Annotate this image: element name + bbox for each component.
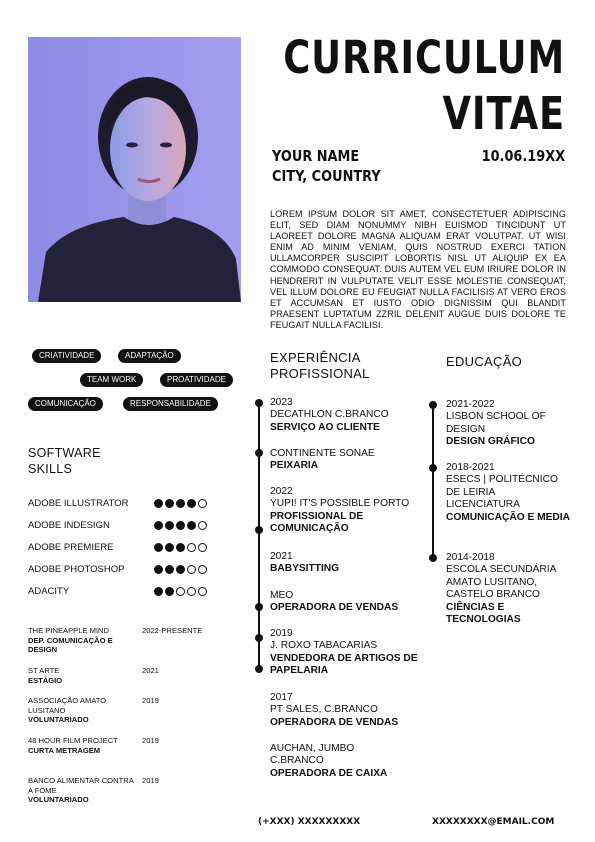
education-heading: EDUCAÇÃO: [446, 354, 523, 369]
activity-item: [28, 666, 138, 685]
experience-item: [270, 397, 430, 434]
exp-year: 2017: [270, 692, 293, 703]
activity-date: 2019: [142, 696, 159, 705]
edu-year: 2021-2022: [446, 399, 495, 410]
rating-dot-empty: [198, 499, 207, 508]
exp-company: AUCHAN, JUMBO C.BRANCO: [270, 743, 355, 767]
experience-timeline-line: [258, 402, 260, 672]
rating-dot-filled: [154, 565, 163, 574]
exp-year: 2019: [270, 628, 293, 639]
exp-role: BABYSITTING: [270, 563, 340, 575]
exp-year: 2022: [270, 486, 293, 497]
edu-course: DESIGN GRÁFICO: [446, 436, 535, 448]
rating-dot-filled: [187, 499, 196, 508]
experience-item: [270, 628, 430, 678]
exp-company: PT SALES, C.BRANCO: [270, 704, 378, 716]
exp-role: OPERADORA DE CAIXA: [270, 767, 388, 779]
edu-course: CIÊNCIAS E TECNOLOGIAS: [446, 601, 521, 626]
software-heading-line1: SOFTWARE: [28, 446, 101, 460]
phone-number[interactable]: (+XXX) XXXXXXXXX: [258, 817, 361, 827]
experience-heading-line1: EXPERIÊNCIA: [270, 350, 361, 365]
rating-dot-empty: [176, 587, 185, 596]
rating-dot-empty: [187, 565, 196, 574]
skill-name: ADOBE PREMIERE: [28, 542, 114, 553]
person-location: CITY, COUNTRY: [272, 167, 381, 185]
activity-role: VOLUNTARIADO: [28, 795, 89, 804]
activity-role: VOLUNTARIADO: [28, 715, 89, 724]
timeline-dot: [429, 464, 437, 472]
rating-dot-filled: [176, 499, 185, 508]
portrait-illustration: [28, 37, 241, 302]
experience-item: [270, 551, 430, 576]
education-item: [446, 462, 571, 524]
exp-company: YUPI! IT'S POSSIBLE PORTO: [270, 498, 410, 510]
person-name-block: [272, 146, 381, 186]
activity-role: CURTA METRAGEM: [28, 745, 101, 755]
exp-company: CONTINENTE SONAE: [270, 448, 375, 459]
activity-role: ESTÁGIO: [28, 675, 63, 685]
rating-dot-filled: [165, 521, 174, 530]
activity-item: [28, 696, 138, 725]
activity-date: 2021: [142, 666, 159, 675]
rating-dot-filled: [187, 521, 196, 530]
rating-dot-filled: [165, 565, 174, 574]
exp-role: SERVIÇO AO CLIENTE: [270, 421, 380, 433]
edu-course: COMUNICAÇÃO E MEDIA: [446, 511, 570, 523]
rating-dot-empty: [198, 521, 207, 530]
edu-school: ESECS | POLITÉCNICO DE LEIRIA LICENCIATURA: [446, 474, 558, 511]
activity-item: [28, 736, 138, 755]
education-item: [446, 399, 571, 449]
rating-dot-filled: [176, 543, 185, 552]
timeline-dot: [255, 526, 263, 534]
person-name: YOUR NAME: [272, 147, 360, 165]
education-timeline-line: [432, 406, 434, 559]
tag-pill: RESPONSABILIDADE: [123, 397, 218, 411]
exp-role: PROFISSIONAL DE COMUNICAÇÃO: [270, 510, 364, 535]
cv-title-line2: VITAE: [442, 87, 565, 140]
skill-rating: [154, 587, 207, 596]
skill-name: ADOBE ILLUSTRATOR: [28, 498, 129, 509]
rating-dot-empty: [187, 587, 196, 596]
exp-year: 2021: [270, 551, 293, 562]
experience-heading: [270, 350, 370, 382]
tag-pill: TEAM WORK: [80, 373, 143, 387]
activity-org: BANCO ALIMENTAR CONTRA A FOME: [28, 776, 134, 795]
exp-year: 2023: [270, 397, 293, 408]
activity-org: 48 HOUR FILM PROJECT: [28, 736, 118, 745]
timeline-dot: [255, 665, 263, 673]
experience-item: [270, 590, 430, 615]
skill-name: ADOBE PHOTOSHOP: [28, 564, 125, 575]
rating-dot-filled: [154, 587, 163, 596]
rating-dot-filled: [154, 543, 163, 552]
experience-item: [270, 486, 430, 536]
rating-dot-filled: [154, 521, 163, 530]
software-heading-line2: SKILLS: [28, 462, 73, 476]
exp-role: OPERADORA DE VENDAS: [270, 602, 399, 614]
timeline-dot: [255, 449, 263, 457]
edu-school: ESCOLA SECUNDÁRIA AMATO LUSITANO, CASTELO BRANCO: [446, 564, 556, 601]
skill-rating: [154, 521, 207, 530]
edu-school: LISBON SCHOOL OF DESIGN: [446, 411, 546, 435]
skill-rating: [154, 565, 207, 574]
exp-company: MEO: [270, 590, 294, 601]
tag-pill: PROATIVIDADE: [160, 373, 233, 387]
experience-heading-line2: PROFISSIONAL: [270, 366, 370, 381]
tag-pill: CRIATIVIDADE: [32, 349, 101, 363]
activity-item: [28, 626, 138, 655]
activity-org: ASSOCIAÇÃO AMATO LUSITANO: [28, 696, 107, 715]
exp-company: DECATHLON C.BRANCO: [270, 409, 389, 421]
rating-dot-filled: [165, 587, 174, 596]
exp-role: PEIXARIA: [270, 460, 319, 472]
activity-date: 2022-PRESENTE: [142, 626, 203, 635]
activity-date: 2019: [142, 776, 159, 785]
exp-company: J. ROXO TABACARIAS: [270, 640, 378, 652]
timeline-dot: [429, 554, 437, 562]
activity-org: ST ARTE: [28, 666, 60, 675]
education-item: [446, 552, 571, 626]
rating-dot-empty: [198, 543, 207, 552]
software-skills-heading: [28, 445, 101, 477]
rating-dot-filled: [176, 565, 185, 574]
exp-role: OPERADORA DE VENDAS: [270, 716, 399, 728]
activity-org: THE PINEAPPLE MIND: [28, 626, 110, 635]
timeline-dot: [429, 401, 437, 409]
rating-dot-empty: [187, 543, 196, 552]
intro-paragraph: LOREM IPSUM DOLOR SIT AMET, CONSECTETUER ADIPISCING ELIT, SED DIAM NONUMMY NIBH EUISMOD TINCIDUNT UT LAOREET DOLORE MAGNA ALIQUAM ERAT VOLUTPAT. UT WISI ENIM AD MINIM VENIAM, QUIS NOSTRUD EXERCI TATION ULLAMCORPER SUSCIPIT LOBORTIS NISL UT ALIQUIP EX EA COMMODO CONSEQUAT. DUIS AUTEM VEL EUM IRIURE DOLOR IN HENDRERIT IN VULPUTATE VELIT ESSE MOLESTIE CONSEQUAT, VEL ILLUM DOLORE EU FEUGIAT NULLA FACILISIS AT VERO EROS ET ACCUMSAN ET IUSTO ODIO DIGNISSIM QUI BLANDIT PRAESENT LUPTATUM ZZRIL DELENIT AUGUE DUIS DOLORE TE FEUGAIT NULLA FACILISI.: [270, 209, 566, 330]
skill-name: ADACITY: [28, 586, 70, 597]
tag-pill: COMUNICAÇÃO: [28, 397, 103, 411]
cv-title-line1: CURRICULUM: [283, 31, 565, 84]
rating-dot-empty: [198, 565, 207, 574]
activity-date: 2019: [142, 736, 159, 745]
activity-role: DEP. COMUNICAÇÃO E DESIGN: [28, 635, 113, 654]
email-address[interactable]: XXXXXXXX@EMAIL.COM: [432, 817, 555, 827]
timeline-dot: [255, 603, 263, 611]
experience-item: [270, 743, 400, 780]
experience-item: [270, 448, 430, 473]
rating-dot-filled: [165, 543, 174, 552]
tag-pill: ADAPTAÇÃO: [118, 349, 181, 363]
birth-date: 10.06.19XX: [481, 147, 565, 165]
profile-photo: [28, 37, 241, 302]
edu-year: 2018-2021: [446, 462, 495, 473]
skill-name: ADOBE INDESIGN: [28, 520, 110, 531]
rating-dot-empty: [198, 587, 207, 596]
timeline-dot: [255, 399, 263, 407]
timeline-dot: [255, 634, 263, 642]
edu-year: 2014-2018: [446, 552, 495, 563]
exp-role: VENDEDORA DE ARTIGOS DE PAPELARIA: [270, 652, 418, 677]
activity-item: [28, 776, 138, 805]
experience-item: [270, 692, 430, 729]
skill-rating: [154, 543, 207, 552]
rating-dot-filled: [165, 499, 174, 508]
rating-dot-filled: [176, 521, 185, 530]
skill-rating: [154, 499, 207, 508]
rating-dot-filled: [154, 499, 163, 508]
